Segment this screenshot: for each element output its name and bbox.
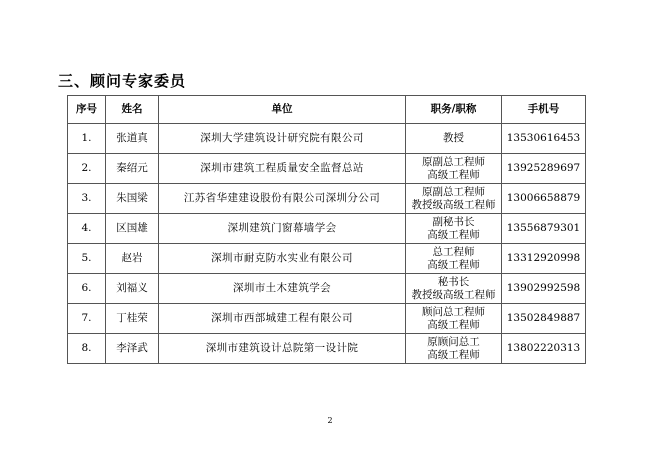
expert-position xyxy=(406,214,502,244)
page-number: 2 xyxy=(327,416,333,425)
header-no: 序号 xyxy=(68,96,106,124)
expert-position xyxy=(406,154,502,184)
table-row xyxy=(68,244,586,274)
expert-name: 张道真 xyxy=(106,124,159,154)
table-row xyxy=(68,214,586,244)
row-no: 3. xyxy=(68,184,106,214)
row-no: 4. xyxy=(68,214,106,244)
position-line: 教授级高级工程师 xyxy=(411,288,496,301)
expert-unit: 深圳建筑门窗幕墙学会 xyxy=(159,214,406,244)
expert-phone: 13902992598 xyxy=(502,274,586,304)
row-no: 5. xyxy=(68,244,106,274)
position-line: 副秘书长 xyxy=(432,215,475,228)
expert-unit: 深圳市西部城建工程有限公司 xyxy=(159,304,406,334)
section-title: 三、顾问专家委员 xyxy=(58,72,187,90)
expert-unit: 深圳市土木建筑学会 xyxy=(159,274,406,304)
expert-unit: 深圳市建筑工程质量安全监督总站 xyxy=(159,154,406,184)
table-row xyxy=(68,334,586,364)
expert-position xyxy=(406,184,502,214)
expert-position xyxy=(406,244,502,274)
position-line: 高级工程师 xyxy=(427,258,480,271)
row-no: 1. xyxy=(68,124,106,154)
row-no: 8. xyxy=(68,334,106,364)
position-line: 教授 xyxy=(443,132,464,144)
expert-phone: 13502849887 xyxy=(502,304,586,334)
position-line: 原顾问总工 xyxy=(427,335,480,348)
expert-name: 朱国梁 xyxy=(106,184,159,214)
table-row xyxy=(68,274,586,304)
advisory-experts-table xyxy=(67,95,586,364)
position-line: 高级工程师 xyxy=(427,348,480,361)
header-unit: 单位 xyxy=(159,96,406,124)
expert-unit: 深圳市耐克防水实业有限公司 xyxy=(159,244,406,274)
expert-phone: 13312920998 xyxy=(502,244,586,274)
expert-position xyxy=(406,304,502,334)
position-line: 原副总工程师 xyxy=(422,155,485,168)
position-line: 高级工程师 xyxy=(427,168,480,181)
expert-unit: 江苏省华建建设股份有限公司深圳分公司 xyxy=(159,184,406,214)
expert-unit: 深圳市建筑设计总院第一设计院 xyxy=(159,334,406,364)
expert-name: 区国雄 xyxy=(106,214,159,244)
header-name: 姓名 xyxy=(106,96,159,124)
position-line: 原副总工程师 xyxy=(422,185,485,198)
row-no: 7. xyxy=(68,304,106,334)
expert-phone: 13802220313 xyxy=(502,334,586,364)
expert-phone: 13556879301 xyxy=(502,214,586,244)
expert-name: 丁桂荣 xyxy=(106,304,159,334)
expert-name: 秦绍元 xyxy=(106,154,159,184)
table-row xyxy=(68,184,586,214)
table-row xyxy=(68,154,586,184)
expert-position xyxy=(406,124,502,154)
expert-name: 赵岩 xyxy=(106,244,159,274)
header-phone: 手机号 xyxy=(502,96,586,124)
row-no: 2. xyxy=(68,154,106,184)
position-line: 教授级高级工程师 xyxy=(411,198,496,211)
header-position: 职务/职称 xyxy=(406,96,502,124)
expert-position xyxy=(406,334,502,364)
expert-name: 刘福义 xyxy=(106,274,159,304)
position-line: 顾问总工程师 xyxy=(422,305,485,318)
expert-position xyxy=(406,274,502,304)
position-line: 总工程师 xyxy=(432,245,475,258)
row-no: 6. xyxy=(68,274,106,304)
position-line: 高级工程师 xyxy=(427,318,480,331)
position-line: 秘书长 xyxy=(437,275,470,288)
table-row xyxy=(68,304,586,334)
position-line: 高级工程师 xyxy=(427,228,480,241)
table-row xyxy=(68,124,586,154)
table-body xyxy=(68,124,586,364)
expert-phone: 13530616453 xyxy=(502,124,586,154)
expert-phone: 13006658879 xyxy=(502,184,586,214)
expert-phone: 13925289697 xyxy=(502,154,586,184)
expert-unit: 深圳大学建筑设计研究院有限公司 xyxy=(159,124,406,154)
expert-name: 李泽武 xyxy=(106,334,159,364)
table-header-row xyxy=(68,96,586,124)
